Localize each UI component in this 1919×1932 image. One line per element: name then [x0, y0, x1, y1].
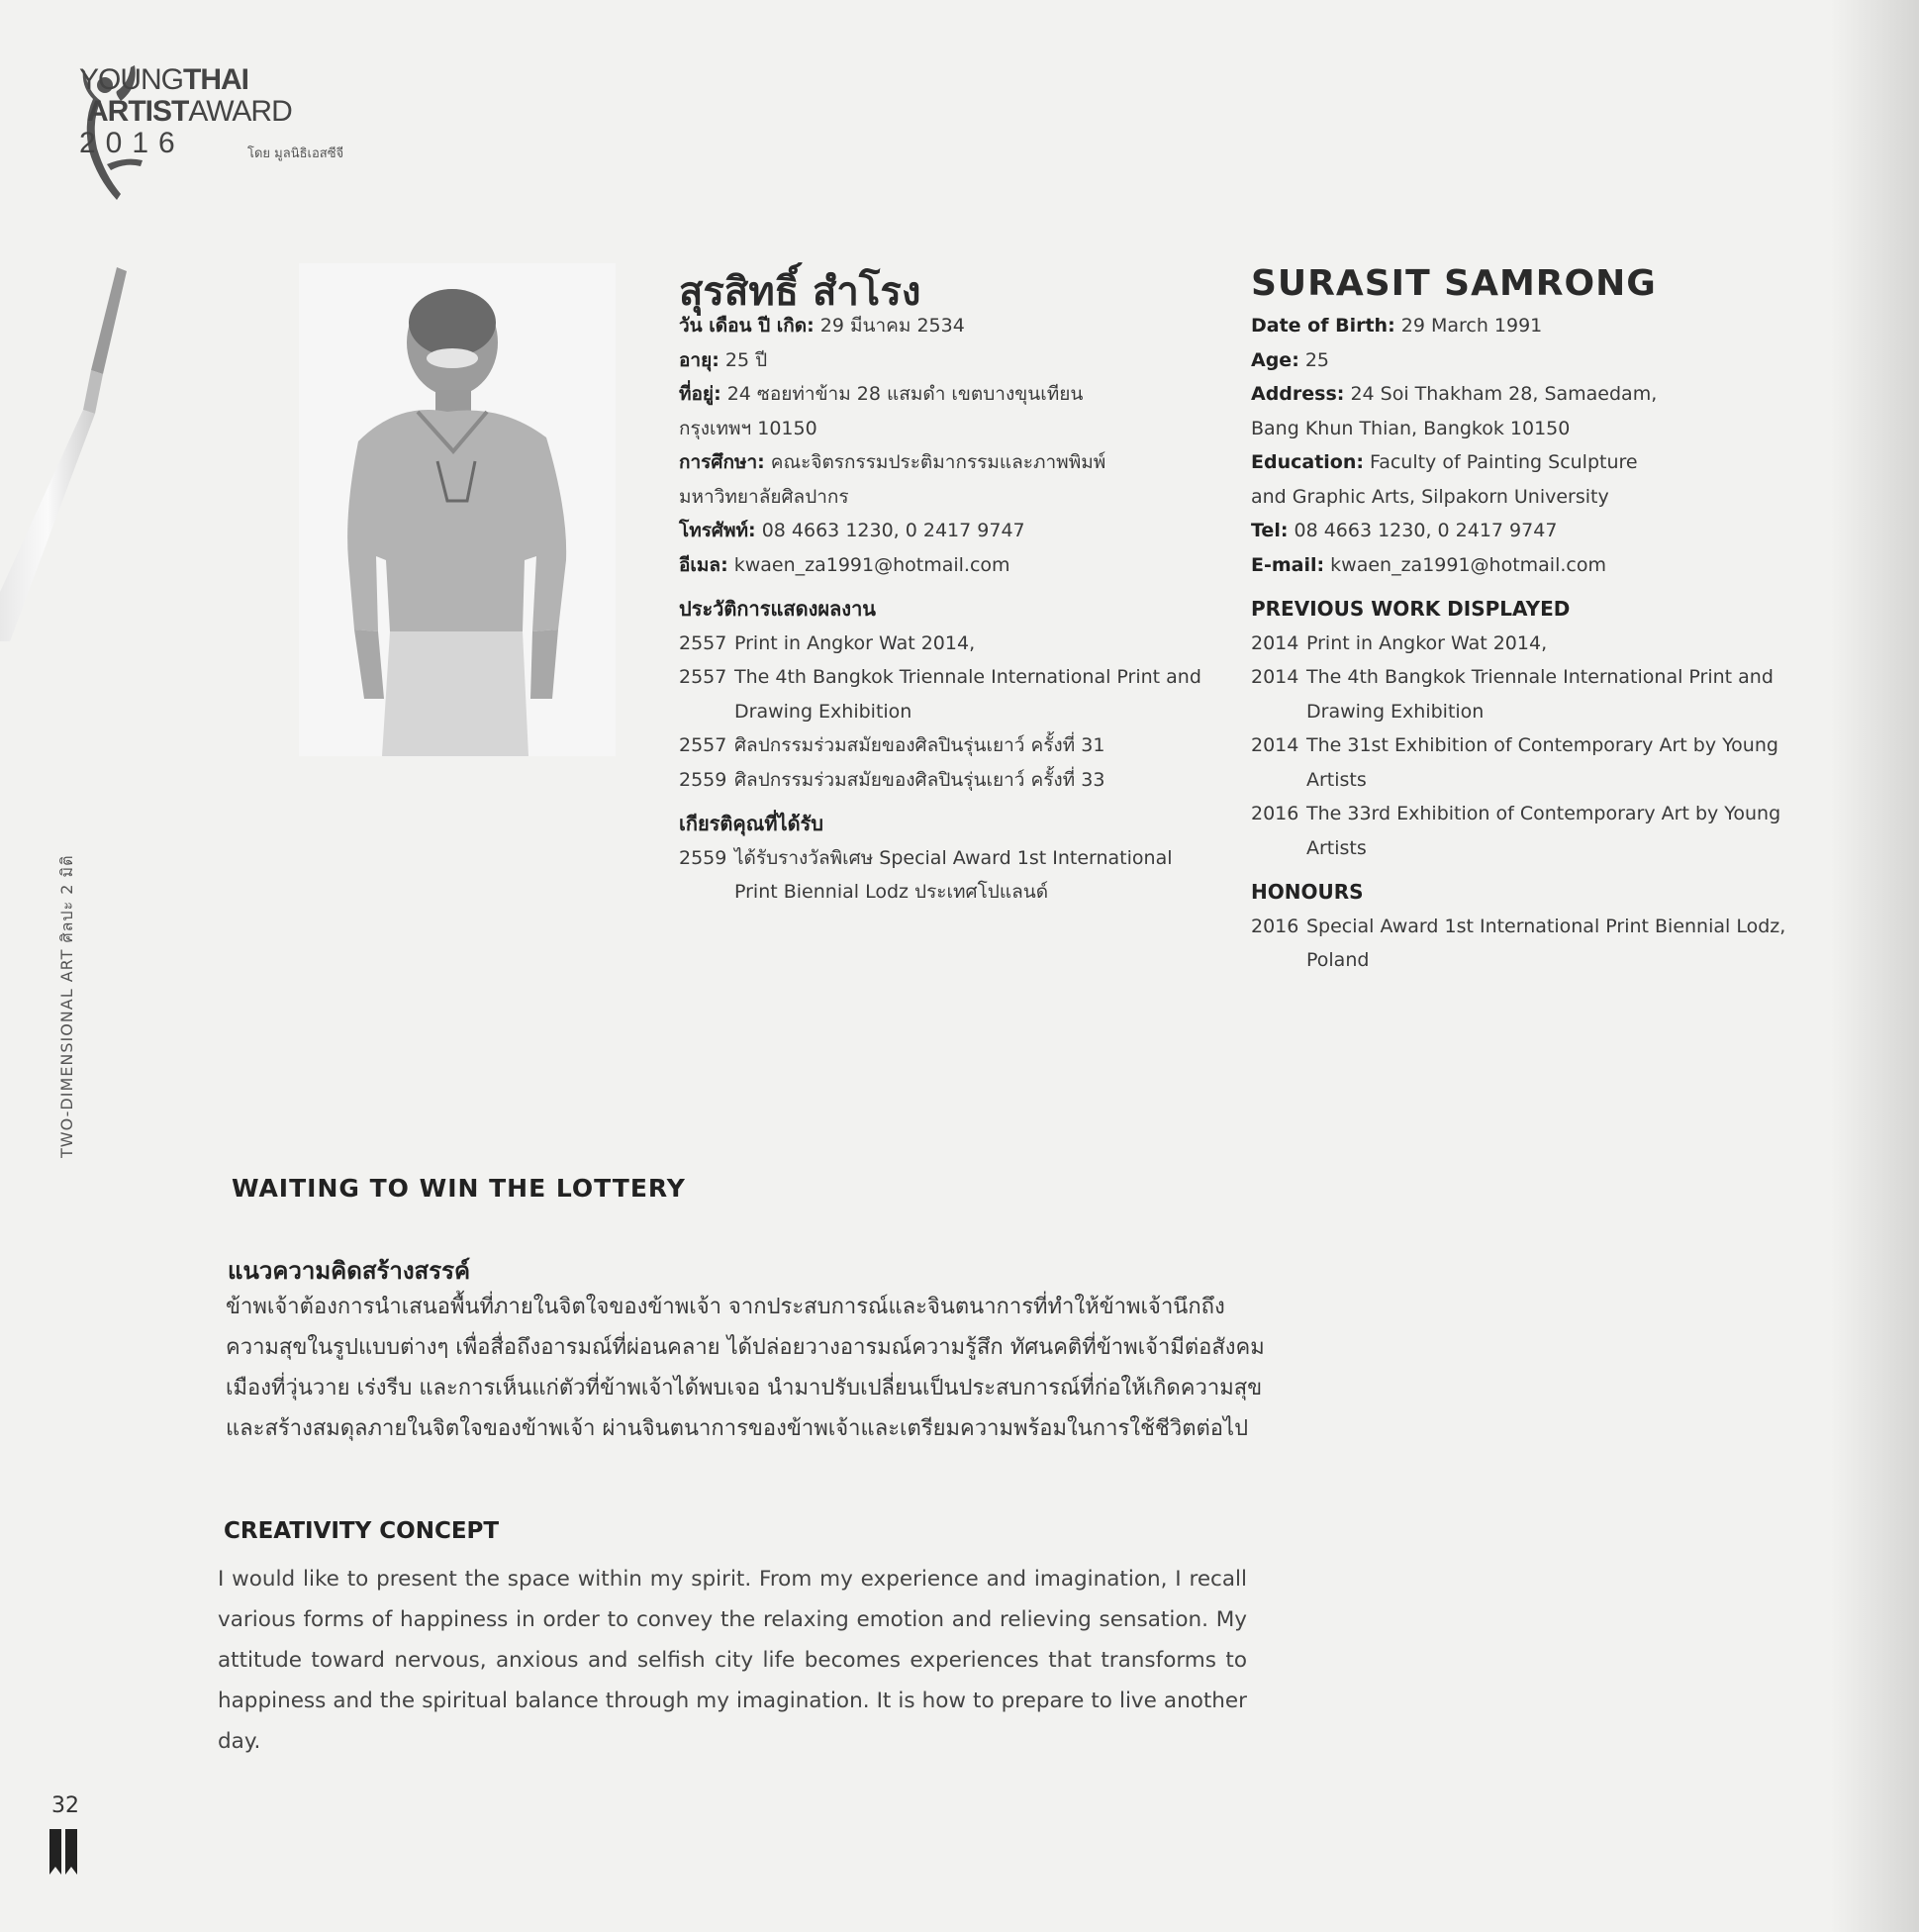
honours-heading-thai: เกียรติคุณที่ได้รับ	[679, 812, 823, 835]
previous-work-item: 2559 ศิลปกรรมร่วมสมัยของศิลปินรุ่นเยาว์ ครั้งที่ 33	[679, 768, 1105, 791]
info-row: โทรศัพท์: 08 4663 1230, 0 2417 9747	[679, 520, 1025, 541]
bookmark-icon	[49, 1829, 79, 1875]
previous-work-item: 2016 The 33rd Exhibition of Contemporary Art by Young Artists	[1251, 803, 1781, 859]
previous-work-heading-english: PREVIOUS WORK DISPLAYED	[1251, 597, 1571, 621]
honour-item: 2559 ได้รับรางวัลพิเศษ Special Award 1st International Print Biennial Lodz ประเทศโปแลนด์	[679, 846, 1173, 903]
info-row: วัน เดือน ปี เกิด: 29 มีนาคม 2534	[679, 315, 965, 337]
logo-line-1: YOUNGTHAI	[79, 63, 249, 96]
previous-work-item: 2557 Print in Angkor Wat 2014,	[679, 631, 976, 654]
previous-work-item: 2014 The 31st Exhibition of Contemporary Art by Young Artists	[1251, 734, 1778, 791]
page-number: 32	[51, 1793, 79, 1818]
logo-sub: โดย มูลนิธิเอสซีจี	[247, 146, 344, 161]
concept-text-english: I would like to present the space within my spirit. From my experience and imagination, I recall various forms of happiness in order to convey the relaxing emotion and relieving sensation. My attitude toward nervous, anxious and selfish city life becomes experiences that transforms to happiness and the spiritual balance through my imagination. It is how to prepare to live another day.	[218, 1567, 1247, 1754]
concept-heading-english: CREATIVITY CONCEPT	[224, 1518, 500, 1544]
info-row: ที่อยู่: 24 ซอยท่าข้าม 28 แสมดำ เขตบางขุนเทียน	[679, 383, 1084, 405]
paintbrush-icon	[0, 265, 129, 641]
honours-heading-english: HONOURS	[1251, 880, 1364, 904]
work-title: WAITING TO WIN THE LOTTERY	[232, 1174, 686, 1203]
info-row: อีเมล: kwaen_za1991@hotmail.com	[679, 553, 1010, 576]
info-row: and Graphic Arts, Silpakorn University	[1251, 485, 1609, 508]
info-row: อายุ: 25 ปี	[679, 348, 768, 371]
previous-work-item: 2557 ศิลปกรรมร่วมสมัยของศิลปินรุ่นเยาว์ ครั้งที่ 31	[679, 734, 1105, 756]
previous-work-item: 2014 The 4th Bangkok Triennale International Print and Drawing Exhibition	[1251, 666, 1774, 723]
logo-line-2: ARTISTAWARD	[87, 95, 292, 128]
info-row: E-mail: kwaen_za1991@hotmail.com	[1251, 553, 1606, 576]
info-row: Age: 25	[1251, 348, 1330, 371]
artist-info-english	[1251, 309, 1825, 978]
info-row: มหาวิทยาลัยศิลปากร	[679, 485, 849, 508]
previous-work-item: 2014 Print in Angkor Wat 2014,	[1251, 631, 1548, 654]
info-row: Address: 24 Soi Thakham 28, Samaedam,	[1251, 383, 1658, 405]
concept-heading-thai: แนวความคิดสร้างสรรค์	[228, 1257, 471, 1285]
info-row: การศึกษา: คณะจิตรกรรมประติมากรรมและภาพพิมพ์	[679, 451, 1106, 473]
info-row: Tel: 08 4663 1230, 0 2417 9747	[1251, 520, 1558, 541]
artist-name-english: SURASIT SAMRONG	[1251, 263, 1657, 304]
info-row: กรุงเทพฯ 10150	[679, 417, 817, 439]
concept-text-thai: ข้าพเจ้าต้องการนำเสนอพื้นที่ภายในจิตใจของข้าพเจ้า จากประสบการณ์และจินตนาการที่ทำให้ข้าพเจ้านึกถึงความสุขในรูปแบบต่างๆ เพื่อสื่อถึงอารมณ์ที่ผ่อนคลาย ได้ปล่อยวางอารมณ์ความรู้สึก ทัศนคติที่ข้าพเจ้ามีต่อสังคมเมืองที่วุ่นวาย เร่งรีบ และการเห็นแก่ตัวที่ข้าพเจ้าได้พบเจอ นำมาปรับเปลี่ยนเป็นประสบการณ์ที่ก่อให้เกิดความสุขและสร้างสมดุลภายในจิตใจของข้าพเจ้า ผ่านจินตนาการของข้าพเจ้าและเตรียมความพร้อมในการใช้ชีวิตต่อไป	[226, 1295, 1265, 1441]
artist-name-thai: สุรสิทธิ์ สำโรง	[679, 269, 921, 315]
info-row: Date of Birth: 29 March 1991	[1251, 315, 1543, 337]
artist-info-thai	[679, 309, 1213, 910]
section-label-vertical: TWO-DIMENSIONAL ART ศิลปะ 2 มิติ	[57, 854, 76, 1158]
previous-work-item: 2557 The 4th Bangkok Triennale International Print and Drawing Exhibition	[679, 666, 1201, 723]
page-edge-shadow	[1830, 0, 1919, 1932]
info-row: Bang Khun Thian, Bangkok 10150	[1251, 417, 1571, 439]
artist-portrait	[299, 263, 616, 756]
previous-work-heading-thai: ประวัติการแสดงผลงาน	[679, 597, 876, 621]
logo-year: 2016	[79, 127, 185, 159]
info-row: Education: Faculty of Painting Sculpture	[1251, 451, 1638, 473]
honour-item: 2016 Special Award 1st International Print Biennial Lodz, Poland	[1251, 915, 1786, 971]
